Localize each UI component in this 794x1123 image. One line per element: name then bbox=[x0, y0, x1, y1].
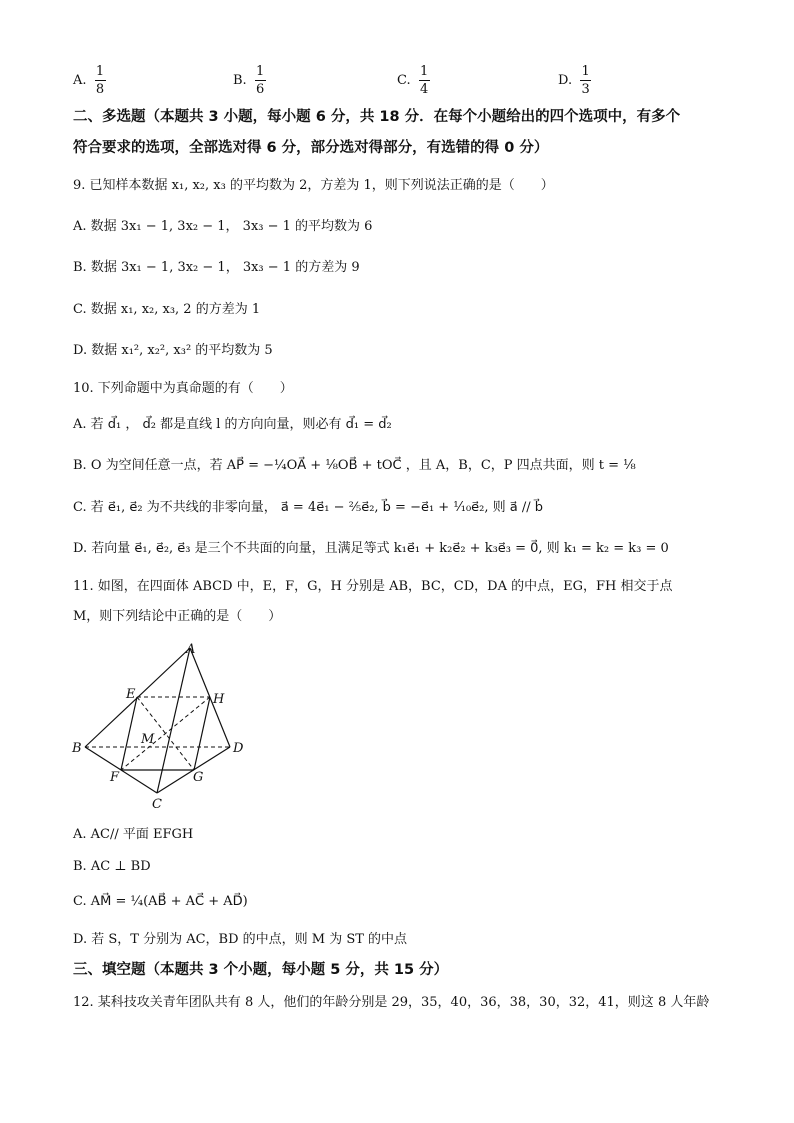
question-10-option-d: D. 若向量 e⃗₁, e⃗₂, e⃗₃ 是三个不共面的向量，且满足等式 k₁e⃗₁ + k₂e⃗₂ + k₃e⃗₃ = 0⃗, 则 k₁ = k₂ = k₃ = 0 bbox=[73, 541, 669, 556]
denominator: 4 bbox=[419, 82, 429, 97]
option-b-fraction bbox=[233, 64, 266, 97]
option-label: B. bbox=[233, 73, 247, 88]
option-label: C. bbox=[397, 73, 411, 88]
fraction bbox=[580, 64, 591, 97]
label-d: D bbox=[233, 741, 244, 756]
numerator: 1 bbox=[419, 64, 429, 79]
question-11-option-a: A. AC// 平面 EFGH bbox=[73, 827, 194, 842]
option-d-fraction bbox=[558, 64, 591, 97]
fraction bbox=[419, 64, 430, 97]
label-a: A bbox=[186, 642, 196, 657]
numerator: 1 bbox=[256, 64, 265, 79]
question-9-option-b: B. 数据 3x₁ − 1, 3x₂ − 1， 3x₃ − 1 的方差为 9 bbox=[73, 260, 360, 275]
question-9-stem: 9. 已知样本数据 x₁, x₂, x₃ 的平均数为 2，方差为 1，则下列说法正确的是（ ） bbox=[73, 178, 554, 193]
option-label: D. bbox=[558, 73, 573, 88]
fraction bbox=[255, 64, 266, 97]
label-m: M bbox=[141, 732, 155, 747]
question-11-option-c: C. AM⃗ = ¼(AB⃗ + AC⃗ + AD⃗) bbox=[73, 894, 248, 909]
denominator: 8 bbox=[95, 82, 105, 97]
label-g: G bbox=[193, 770, 204, 785]
question-11-stem-cont: M，则下列结论中正确的是（ ） bbox=[73, 609, 282, 624]
question-11-stem: 11. 如图，在四面体 ABCD 中，E，F，G，H 分别是 AB，BC，CD，DA 的中点，EG，FH 相交于点 bbox=[73, 579, 673, 594]
label-e: E bbox=[126, 687, 136, 702]
segment-ef bbox=[121, 697, 137, 770]
option-a-fraction bbox=[73, 64, 106, 97]
tetrahedron-figure bbox=[70, 640, 260, 812]
question-9-option-a: A. 数据 3x₁ − 1, 3x₂ − 1， 3x₃ − 1 的平均数为 6 bbox=[73, 219, 373, 234]
question-10-option-a: A. 若 d⃗₁ ， d⃗₂ 都是直线 l 的方向向量，则必有 d⃗₁ = d⃗₂ bbox=[73, 417, 392, 432]
question-10-stem: 10. 下列命题中为真命题的有（ ） bbox=[73, 381, 293, 396]
question-9-option-c: C. 数据 x₁, x₂, x₃, 2 的方差为 1 bbox=[73, 302, 261, 317]
fraction bbox=[95, 64, 106, 97]
label-h: H bbox=[213, 692, 225, 707]
denominator: 6 bbox=[256, 82, 265, 97]
label-b: B bbox=[72, 741, 82, 756]
question-12-stem: 12. 某科技攻关青年团队共有 8 人，他们的年龄分别是 29，35，40，36，38，30，32，41，则这 8 人年龄 bbox=[73, 995, 710, 1010]
denominator: 3 bbox=[581, 82, 590, 97]
section-heading-multi-choice: 二、多选题（本题共 3 小题，每小题 6 分，共 18 分．在每个小题给出的四个选项中，有多个 bbox=[73, 109, 681, 125]
option-label: A. bbox=[73, 73, 87, 88]
option-c-fraction bbox=[397, 64, 430, 97]
question-11-option-d: D. 若 S，T 分别为 AC，BD 的中点，则 M 为 ST 的中点 bbox=[73, 932, 408, 947]
numerator: 1 bbox=[581, 64, 590, 79]
label-c: C bbox=[152, 797, 162, 812]
question-11-option-b: B. AC ⊥ BD bbox=[73, 859, 151, 874]
label-f: F bbox=[110, 770, 120, 785]
question-10-option-c: C. 若 e⃗₁, e⃗₂ 为不共线的非零向量， a⃗ = 4e⃗₁ − ⅖e⃗₂, b⃗ = −e⃗₁ + ⅒e⃗₂, 则 a⃗ // b⃗ bbox=[73, 500, 543, 515]
question-10-option-b: B. O 为空间任意一点，若 AP⃗ = −¼OA⃗ + ⅛OB⃗ + tOC⃗ ，且 A，B，C，P 四点共面，则 t = ⅛ bbox=[73, 458, 636, 473]
section-heading-multi-choice-cont: 符合要求的选项，全部选对得 6 分，部分选对得部分，有选错的得 0 分） bbox=[73, 140, 549, 156]
numerator: 1 bbox=[95, 64, 105, 79]
section-heading-fill-blank: 三、填空题（本题共 3 个小题，每小题 5 分，共 15 分） bbox=[73, 962, 449, 978]
question-9-option-d: D. 数据 x₁², x₂², x₃² 的平均数为 5 bbox=[73, 343, 273, 358]
edge-ac bbox=[157, 648, 190, 793]
